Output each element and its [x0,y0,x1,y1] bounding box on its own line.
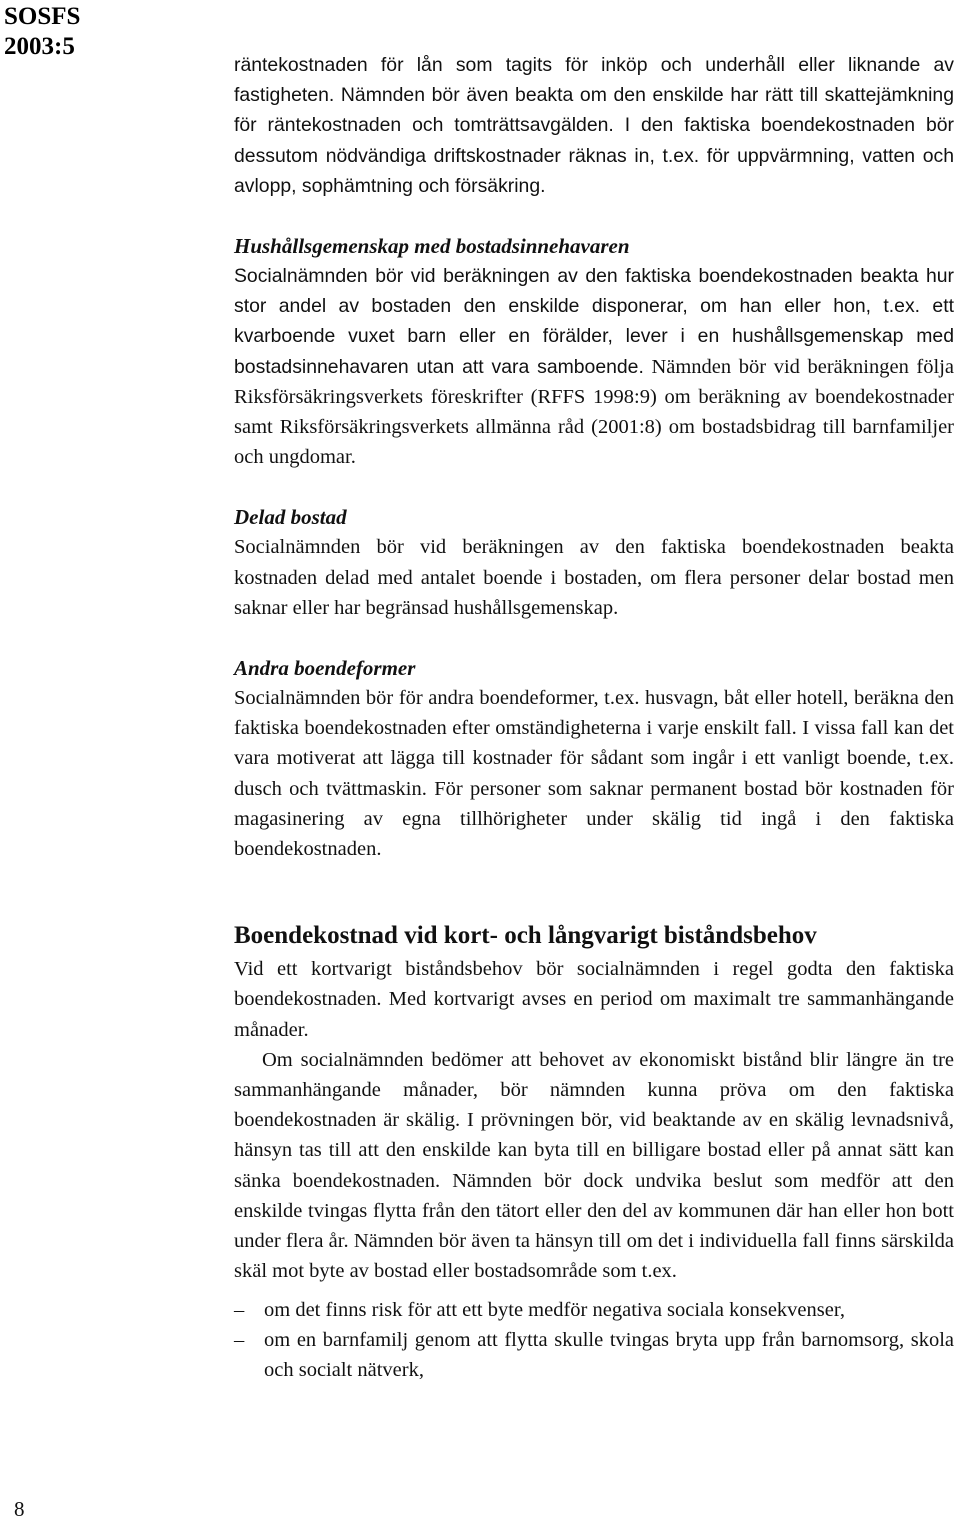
section-heading-delad-bostad: Delad bostad [234,505,347,530]
list-dash: – [234,1298,245,1321]
section-heading-hushallsgemenskap: Hushållsgemenskap med bostadsinnehavaren [234,234,630,259]
section-paragraph-andra-boendeformer: Socialnämnden bör för andra boendeformer, t.ex. husvagn, båt eller hotell, beräkna den faktiska boendekostnaden efter omständigheterna i varje enskilt fall. I vissa fall kan det vara motiverat att lägga till kostnader för sådant som ingår i ett vanligt boende, t.ex. dusch och tvättmaskin. För personer som saknar permanent bostad bör kostnaden för magasinering av egna tillhörigheter under skälig tid ingå i den faktiska boendekostnaden. [234,687,954,861]
document-body [234,50,954,1385]
page-number: 8 [14,1497,25,1521]
main-section-heading: Boendekostnad vid kort- och långvarigt biståndsbehov [234,922,817,950]
doc-series: SOSFS [4,3,81,30]
document-identifier [4,2,80,62]
main-section-paragraph-1: Vid ett kortvarigt biståndsbehov bör socialnämnden i regel godta den faktiska boendekostnaden. Med kortvarigt avses en period om maximalt tre sammanhängande månader. [234,958,954,1041]
doc-number: 2003:5 [4,33,75,60]
intro-paragraph: räntekostnaden för lån som tagits för inköp och underhåll eller liknande av fastigheten. Nämnden bör även beakta om den enskilde har rätt till skattejämkning för räntekostnaden och tomträttsavgälden. I den faktiska boendekostnaden bör dessutom nödvändiga driftskostnader räknas in, t.ex. för uppvärmning, vatten och avlopp, sophämtning och försäkring. [234,54,954,197]
list-item [234,1295,954,1325]
list-item-text: om en barnfamilj genom att flytta skulle tvingas bryta upp från barnomsorg, skola och socialt nätverk, [264,1328,954,1381]
section-paragraph-hushallsgemenskap [234,261,954,472]
paragraph-run-serif: Nämnden bör vid beräkningen följa Riksförsäkringsverkets föreskrifter (RFFS 1998:9) om beräkning av boendekostnader samt Riksförsäkringsverkets allmänna råd (2001:8) om bostadsbidrag till barnfamiljer och ungdomar. [234,355,954,469]
list-item-text: om det finns risk för att ett byte medför negativa sociala konsekvenser, [264,1298,845,1321]
paragraph-run-sans: Socialnämnden bör vid beräkningen av den faktiska boendekostnaden beakta hur stor andel av bostaden den enskilde disponerar, om han eller hon, t.ex. ett kvarboende vuxet barn eller en förälder, lever i en hushållsgemenskap med bostadsinnehavaren utan att vara samboende. [234,265,954,378]
main-section-paragraph-2: Om socialnämnden bedömer att behovet av ekonomiskt bistånd blir längre än tre sammanhängande månader, bör nämnden kunna pröva om den faktiska boendekostnaden är skälig. I prövningen bör, vid beaktande av en skälig levnadsnivå, hänsyn tas till att den enskilde kan byta till en billigare bostad eller på annat sätt kan sänka boendekostnaden. Nämnden bör dock undvika beslut som medför att den enskilde tvingas flytta från den tätort eller den del av kommunen där han eller hon bott under flera år. Nämnden bör även ta hänsyn till om det i individuella fall finns särskilda skäl mot byte av bostad eller bostadsområde som t.ex. [234,1048,954,1283]
list-dash: – [234,1328,245,1351]
section-heading-andra-boendeformer: Andra boendeformer [234,656,416,681]
list-item [234,1325,954,1385]
section-paragraph-delad-bostad: Socialnämnden bör vid beräkningen av den faktiska boendekostnaden beakta kostnaden delad med antalet boende i bostaden, om flera personer delar bostad men saknar eller har begränsad hushållsgemenskap. [234,536,954,619]
criteria-list [234,1295,954,1386]
